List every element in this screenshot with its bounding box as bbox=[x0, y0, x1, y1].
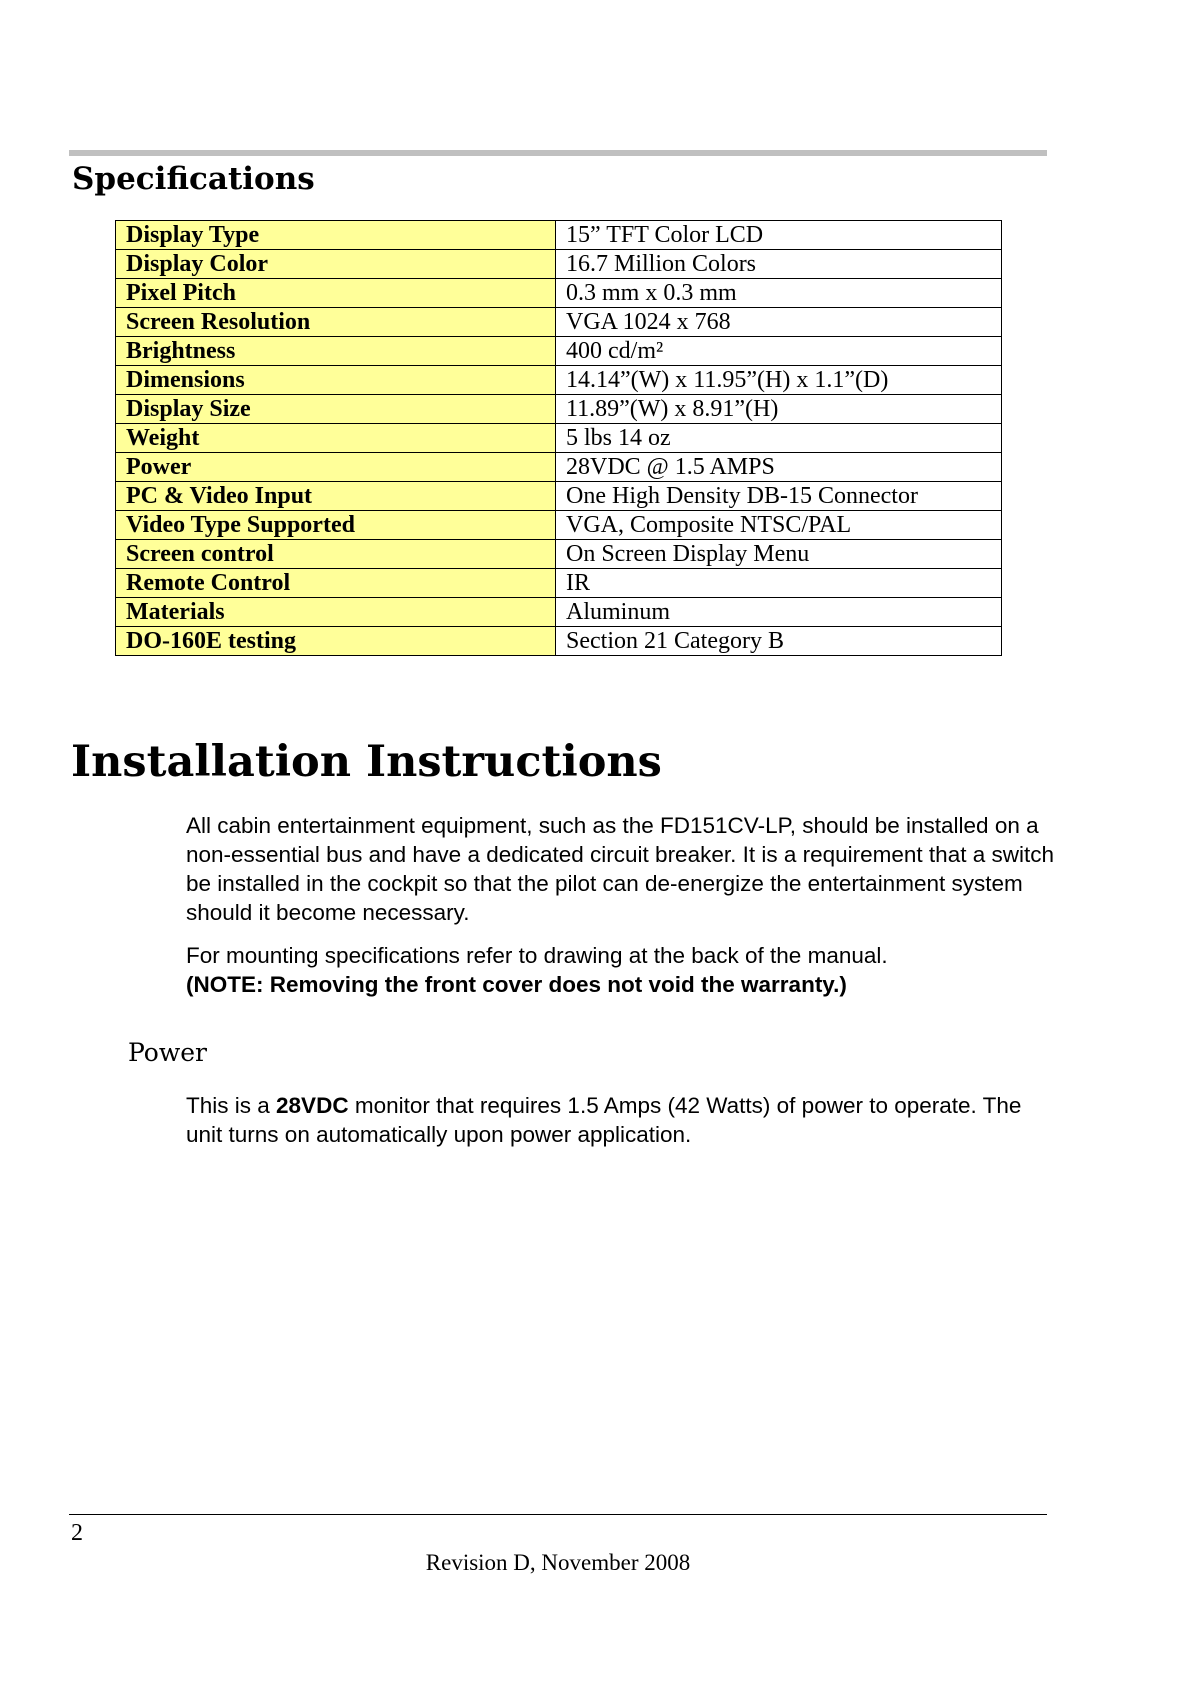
power-paragraph bbox=[186, 1091, 1056, 1149]
spec-value: 5 lbs 14 oz bbox=[556, 424, 1002, 453]
spec-value: IR bbox=[556, 569, 1002, 598]
spec-label: Screen control bbox=[116, 540, 556, 569]
spec-label: Screen Resolution bbox=[116, 308, 556, 337]
spec-value: Section 21 Category B bbox=[556, 627, 1002, 656]
power-voltage: 28VDC bbox=[276, 1093, 349, 1118]
spec-row bbox=[116, 511, 1002, 540]
spec-label: Weight bbox=[116, 424, 556, 453]
spec-label: Remote Control bbox=[116, 569, 556, 598]
spec-value: 15” TFT Color LCD bbox=[556, 221, 1002, 250]
spec-value: 0.3 mm x 0.3 mm bbox=[556, 279, 1002, 308]
power-text-before: This is a bbox=[186, 1093, 277, 1118]
mounting-paragraph bbox=[186, 941, 1056, 999]
spec-value: 28VDC @ 1.5 AMPS bbox=[556, 453, 1002, 482]
spec-label: DO-160E testing bbox=[116, 627, 556, 656]
spec-value: On Screen Display Menu bbox=[556, 540, 1002, 569]
spec-label: Brightness bbox=[116, 337, 556, 366]
spec-label: Power bbox=[116, 453, 556, 482]
spec-label: Dimensions bbox=[116, 366, 556, 395]
specifications-table-body bbox=[116, 221, 1002, 656]
spec-label: Materials bbox=[116, 598, 556, 627]
spec-label: PC & Video Input bbox=[116, 482, 556, 511]
page-number: 2 bbox=[71, 1520, 83, 1546]
spec-row bbox=[116, 482, 1002, 511]
revision-footer: Revision D, November 2008 bbox=[425, 1550, 691, 1575]
spec-label: Pixel Pitch bbox=[116, 279, 556, 308]
power-heading: Power bbox=[128, 1038, 208, 1067]
spec-label: Display Type bbox=[116, 221, 556, 250]
power-text-after: monitor that requires 1.5 Amps (42 Watts) of power to operate. The unit turns on automatically upon power application. bbox=[186, 1093, 1022, 1147]
spec-label: Display Size bbox=[116, 395, 556, 424]
mounting-text: For mounting specifications refer to drawing at the back of the manual. bbox=[186, 943, 888, 968]
specifications-heading: Specifications bbox=[72, 161, 315, 197]
spec-row bbox=[116, 221, 1002, 250]
installation-instructions-heading: Installation Instructions bbox=[71, 737, 662, 787]
spec-value: Aluminum bbox=[556, 598, 1002, 627]
warranty-note: (NOTE: Removing the front cover does not void the warranty.) bbox=[186, 972, 847, 997]
footer-divider bbox=[69, 1514, 1047, 1515]
spec-value: VGA 1024 x 768 bbox=[556, 308, 1002, 337]
spec-row bbox=[116, 308, 1002, 337]
spec-row bbox=[116, 424, 1002, 453]
spec-row bbox=[116, 627, 1002, 656]
spec-value: VGA, Composite NTSC/PAL bbox=[556, 511, 1002, 540]
spec-row bbox=[116, 250, 1002, 279]
spec-row bbox=[116, 395, 1002, 424]
section-divider bbox=[69, 150, 1047, 156]
spec-row bbox=[116, 569, 1002, 598]
spec-value: 14.14”(W) x 11.95”(H) x 1.1”(D) bbox=[556, 366, 1002, 395]
spec-value: 11.89”(W) x 8.91”(H) bbox=[556, 395, 1002, 424]
spec-row bbox=[116, 598, 1002, 627]
spec-row bbox=[116, 366, 1002, 395]
spec-row bbox=[116, 337, 1002, 366]
specifications-table bbox=[115, 220, 1002, 656]
spec-label: Video Type Supported bbox=[116, 511, 556, 540]
spec-label: Display Color bbox=[116, 250, 556, 279]
spec-row bbox=[116, 540, 1002, 569]
spec-value: 400 cd/m² bbox=[556, 337, 1002, 366]
spec-value: One High Density DB-15 Connector bbox=[556, 482, 1002, 511]
spec-row bbox=[116, 453, 1002, 482]
spec-row bbox=[116, 279, 1002, 308]
installation-paragraph: All cabin entertainment equipment, such as the FD151CV-LP, should be installed on a non-essential bus and have a dedicated circuit breaker. It is a requirement that a switch be installed in the cockpit so that the pilot can de-energize the entertainment system should it become necessary. bbox=[186, 813, 1054, 925]
spec-value: 16.7 Million Colors bbox=[556, 250, 1002, 279]
